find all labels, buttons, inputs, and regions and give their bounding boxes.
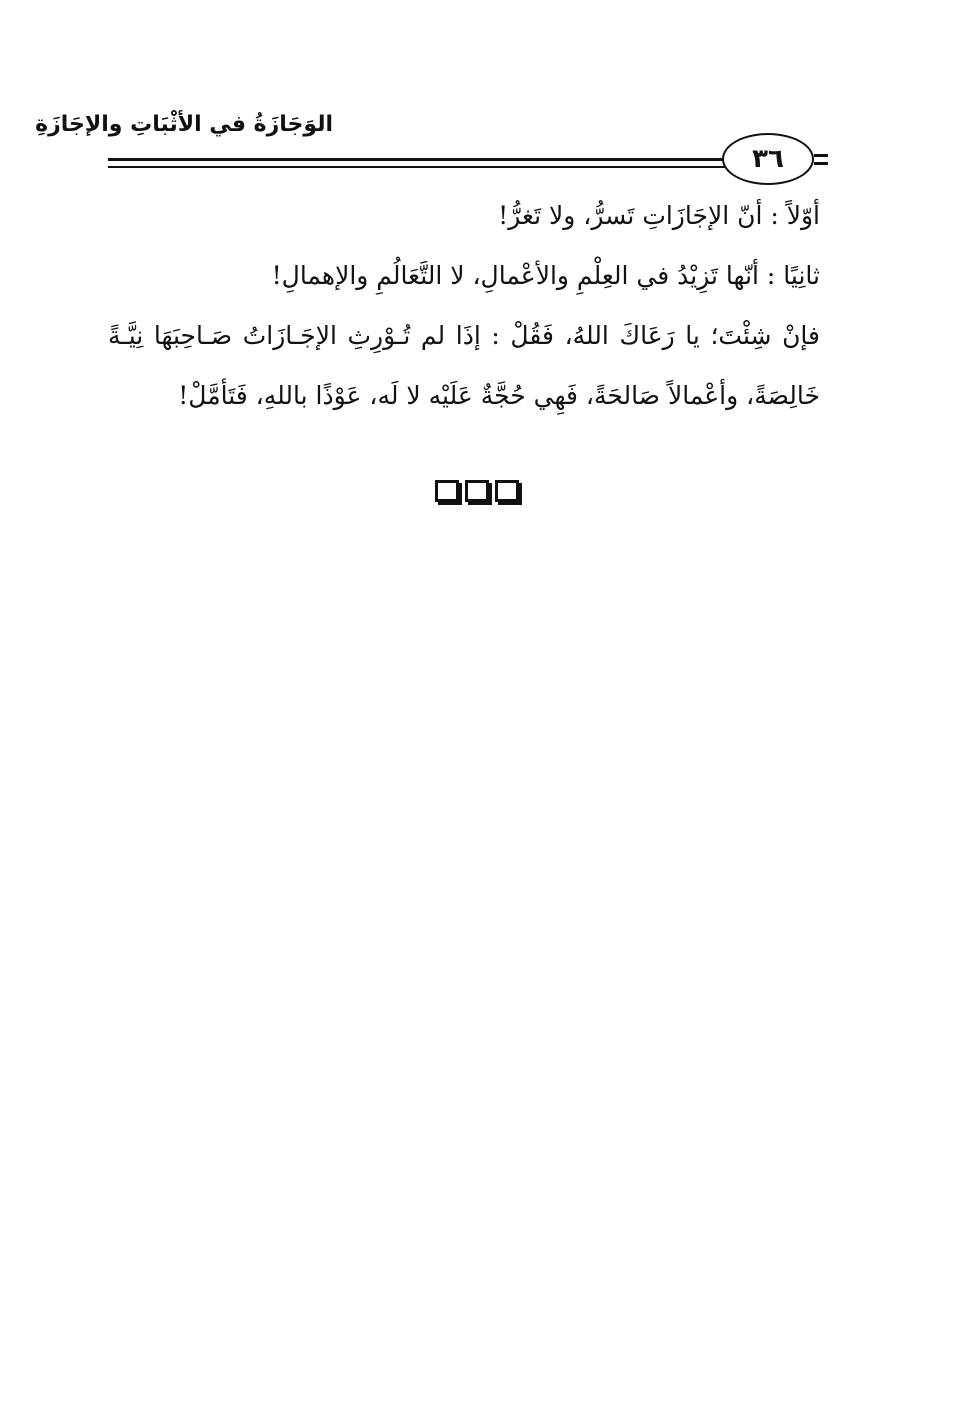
paragraph-third: فإنْ شِئْتَ؛ يا رَعَاكَ اللهُ، فَقُلْ : إذَا لم تُـوْرِثِ الإجَـازَاتُ صَـاحِبَهَا نِيَّـةً خَالِصَةً، وأعْمالاً صَالحَةً، فَهِي حُجَّةٌ عَلَيْه لا لَه، عَوْذًا باللهِ، فَتَأمَّلْ! — [108, 321, 820, 410]
header-rule-tick-top — [814, 154, 828, 157]
ornament-square-icon — [495, 480, 519, 502]
page-number: ٣٦ — [752, 144, 784, 174]
paragraph-first: أوّلاً : أنّ الإجَازَاتِ تَسرُّ، ولا تَغرُّ! — [498, 201, 820, 230]
header-rule-bottom — [108, 166, 726, 168]
header-rule-tick-bottom — [814, 162, 828, 165]
page-number-oval — [722, 133, 814, 185]
ornament-square-icon — [435, 480, 459, 502]
running-title: الوَجَازَةُ في الأثْبَاتِ والإجَازَةِ — [35, 112, 333, 137]
section-end-ornament — [435, 480, 519, 502]
body-text — [108, 186, 820, 426]
paragraph-second: ثانِيًا : أنّها تَزِيْدُ في العِلْمِ والأعْمالِ، لا التَّعَالُمِ والإهمالِ! — [271, 261, 820, 290]
header-rule-top — [108, 158, 726, 161]
ornament-square-icon — [465, 480, 489, 502]
